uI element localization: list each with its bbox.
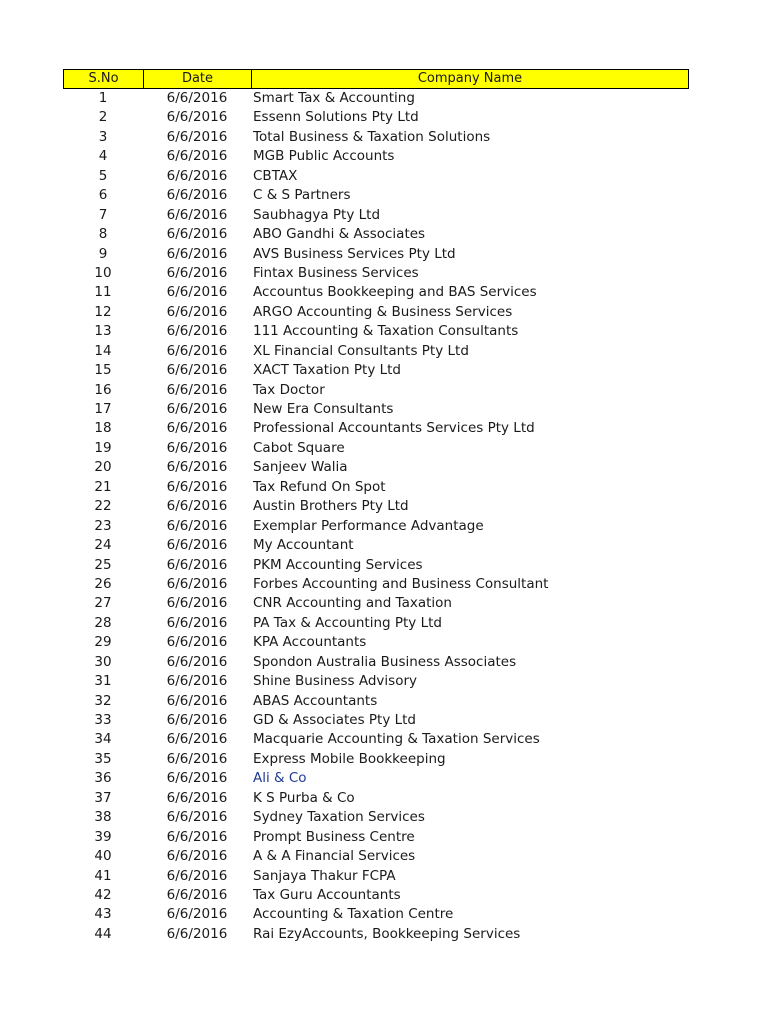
cell-company-name: Saubhagya Pty Ltd	[253, 206, 381, 223]
cell-company-name: Tax Guru Accountants	[253, 886, 401, 903]
cell-date: 6/6/2016	[166, 381, 228, 398]
table-row	[63, 147, 689, 166]
cell-company-name: Spondon Australia Business Associates	[253, 653, 517, 670]
cell-company-name: Tax Doctor	[253, 381, 325, 398]
cell-sno: 19	[94, 439, 112, 456]
cell-date: 6/6/2016	[166, 187, 228, 204]
cell-company-name: CBTAX	[253, 167, 298, 184]
cell-sno: 12	[94, 303, 112, 320]
cell-date: 6/6/2016	[166, 128, 228, 145]
cell-sno: 6	[98, 187, 108, 204]
cell-date: 6/6/2016	[166, 750, 228, 767]
cell-date: 6/6/2016	[166, 478, 228, 495]
cell-date: 6/6/2016	[166, 264, 228, 281]
cell-company-name: XL Financial Consultants Pty Ltd	[253, 342, 469, 359]
cell-company-name: K S Purba & Co	[253, 789, 355, 806]
cell-company-name: A & A Financial Services	[253, 848, 416, 865]
cell-sno: 24	[94, 537, 112, 554]
cell-company-name: Tax Refund On Spot	[253, 478, 386, 495]
cell-date: 6/6/2016	[166, 673, 228, 690]
table-row	[63, 594, 689, 613]
table-row	[63, 303, 689, 322]
cell-date: 6/6/2016	[166, 517, 228, 534]
cell-sno: 35	[94, 750, 112, 767]
cell-sno: 4	[98, 148, 108, 165]
table-row	[63, 672, 689, 691]
cell-date: 6/6/2016	[166, 498, 228, 515]
table-row	[63, 575, 689, 594]
table-row	[63, 361, 689, 380]
cell-company-name: Exemplar Performance Advantage	[253, 517, 484, 534]
cell-company-name: Rai EzyAccounts, Bookkeeping Services	[253, 925, 521, 942]
cell-sno: 30	[94, 653, 112, 670]
cell-company-name: ABO Gandhi & Associates	[253, 226, 426, 243]
cell-date: 6/6/2016	[166, 595, 228, 612]
cell-sno: 18	[94, 420, 112, 437]
cell-company-name: Austin Brothers Pty Ltd	[253, 498, 409, 515]
cell-sno: 41	[94, 867, 112, 884]
cell-date: 6/6/2016	[166, 925, 228, 942]
cell-company-name: Sanjaya Thakur FCPA	[253, 867, 396, 884]
cell-sno: 39	[94, 828, 112, 845]
cell-sno: 10	[94, 264, 112, 281]
header-company-name: Company Name	[417, 71, 523, 86]
cell-date: 6/6/2016	[166, 342, 228, 359]
table-row	[63, 167, 689, 186]
table-row	[63, 283, 689, 302]
cell-sno: 42	[94, 886, 112, 903]
cell-sno: 27	[94, 595, 112, 612]
cell-company-name: GD & Associates Pty Ltd	[253, 712, 416, 728]
cell-sno: 9	[98, 245, 108, 262]
cell-date: 6/6/2016	[166, 303, 228, 320]
cell-sno: 32	[94, 692, 112, 709]
table-row	[63, 458, 689, 477]
cell-company-name: Fintax Business Services	[253, 264, 419, 281]
cell-company-name: Sanjeev Walia	[253, 459, 348, 476]
cell-company-name: Macquarie Accounting & Taxation Services	[253, 731, 540, 748]
table-row	[63, 653, 689, 672]
cell-company-name: XACT Taxation Pty Ltd	[253, 362, 402, 379]
cell-company-name: Accountus Bookkeeping and BAS Services	[253, 284, 537, 301]
cell-sno: 13	[94, 323, 112, 340]
table-row	[63, 789, 689, 808]
cell-date: 6/6/2016	[166, 167, 228, 184]
cell-date: 6/6/2016	[166, 109, 228, 126]
cell-date: 6/6/2016	[166, 226, 228, 243]
cell-sno: 8	[98, 226, 108, 243]
cell-sno: 2	[98, 109, 108, 126]
cell-company-name: Express Mobile Bookkeeping	[253, 750, 446, 767]
cell-date: 6/6/2016	[166, 206, 228, 223]
cell-company-name: AVS Business Services Pty Ltd	[253, 245, 456, 262]
table-row	[63, 381, 689, 400]
cell-date: 6/6/2016	[166, 886, 228, 903]
table-row	[63, 322, 689, 341]
cell-sno: 14	[94, 342, 112, 359]
cell-sno: 17	[94, 401, 112, 417]
table-row	[63, 128, 689, 147]
cell-company-name: CNR Accounting and Taxation	[253, 595, 452, 612]
header-sno: S.No	[64, 70, 144, 88]
cell-sno: 23	[94, 517, 112, 534]
table-row	[63, 867, 689, 886]
cell-sno: 3	[98, 128, 108, 145]
cell-date: 6/6/2016	[166, 614, 228, 631]
cell-sno: 7	[98, 206, 108, 223]
cell-date: 6/6/2016	[166, 653, 228, 670]
table-row	[63, 536, 689, 555]
table-row	[63, 186, 689, 205]
company-table	[63, 69, 689, 944]
cell-date: 6/6/2016	[166, 789, 228, 806]
table-row	[63, 692, 689, 711]
cell-company-name: Sydney Taxation Services	[253, 809, 425, 826]
table-row	[63, 886, 689, 905]
cell-sno: 11	[94, 284, 112, 301]
cell-sno: 5	[98, 167, 108, 184]
cell-date: 6/6/2016	[166, 323, 228, 340]
cell-company-name: PA Tax & Accounting Pty Ltd	[253, 614, 442, 631]
table-header	[63, 69, 689, 89]
cell-company-name: C & S Partners	[253, 187, 351, 204]
cell-sno: 38	[94, 809, 112, 826]
cell-sno: 36	[94, 770, 112, 787]
table-row	[63, 497, 689, 516]
cell-company-name: New Era Consultants	[253, 401, 394, 417]
cell-sno: 1	[98, 90, 108, 106]
cell-company-name: Professional Accountants Services Pty Ltd	[253, 420, 535, 437]
table-row	[63, 89, 689, 108]
cell-date: 6/6/2016	[166, 692, 228, 709]
cell-company-name: Forbes Accounting and Business Consultant	[253, 575, 549, 592]
cell-date: 6/6/2016	[166, 634, 228, 651]
table-row	[63, 400, 689, 419]
cell-date: 6/6/2016	[166, 537, 228, 554]
cell-sno: 25	[94, 556, 112, 573]
cell-sno: 26	[94, 575, 112, 592]
cell-sno: 16	[94, 381, 112, 398]
table-row	[63, 517, 689, 536]
cell-company-name: ABAS Accountants	[253, 692, 378, 709]
cell-date: 6/6/2016	[166, 712, 228, 728]
cell-sno: 33	[94, 712, 112, 728]
table-row	[63, 419, 689, 438]
table-row	[63, 925, 689, 944]
cell-sno: 44	[94, 925, 112, 942]
cell-company-name: Essenn Solutions Pty Ltd	[253, 109, 419, 126]
table-row	[63, 478, 689, 497]
table-row	[63, 847, 689, 866]
cell-date: 6/6/2016	[166, 770, 228, 787]
cell-date: 6/6/2016	[166, 556, 228, 573]
cell-sno: 40	[94, 848, 112, 865]
cell-date: 6/6/2016	[166, 575, 228, 592]
table-row	[63, 750, 689, 769]
cell-company-name: Shine Business Advisory	[253, 673, 417, 690]
cell-date: 6/6/2016	[166, 245, 228, 262]
cell-sno: 37	[94, 789, 112, 806]
cell-date: 6/6/2016	[166, 284, 228, 301]
table-row	[63, 905, 689, 924]
table-row	[63, 206, 689, 225]
cell-company-name: 111 Accounting & Taxation Consultants	[253, 323, 519, 340]
table-row	[63, 556, 689, 575]
table-row	[63, 245, 689, 264]
cell-sno: 28	[94, 614, 112, 631]
table-row	[63, 828, 689, 847]
table-row	[63, 439, 689, 458]
cell-company-name: Smart Tax & Accounting	[253, 90, 415, 106]
cell-company-name: MGB Public Accounts	[253, 148, 395, 165]
cell-date: 6/6/2016	[166, 867, 228, 884]
cell-sno: 21	[94, 478, 112, 495]
cell-company-name: PKM Accounting Services	[253, 556, 423, 573]
cell-date: 6/6/2016	[166, 148, 228, 165]
cell-sno: 43	[94, 906, 112, 923]
cell-company-name: ARGO Accounting & Business Services	[253, 303, 513, 320]
cell-sno: 29	[94, 634, 112, 651]
cell-sno: 34	[94, 731, 112, 748]
table-row	[63, 808, 689, 827]
cell-sno: 22	[94, 498, 112, 515]
cell-date: 6/6/2016	[166, 848, 228, 865]
cell-company-name: My Accountant	[253, 537, 354, 554]
cell-sno: 31	[94, 673, 112, 690]
table-row	[63, 730, 689, 749]
table-row	[63, 342, 689, 361]
table-row	[63, 108, 689, 127]
cell-date: 6/6/2016	[166, 362, 228, 379]
table-row	[63, 769, 689, 788]
table-row	[63, 264, 689, 283]
cell-date: 6/6/2016	[166, 90, 228, 106]
cell-date: 6/6/2016	[166, 401, 228, 417]
table-row	[63, 633, 689, 652]
cell-date: 6/6/2016	[166, 828, 228, 845]
cell-date: 6/6/2016	[166, 420, 228, 437]
cell-date: 6/6/2016	[166, 731, 228, 748]
cell-company-name: Cabot Square	[253, 439, 345, 456]
cell-company-name: Total Business & Taxation Solutions	[253, 128, 491, 145]
cell-sno: 15	[94, 362, 112, 379]
cell-company-name: KPA Accountants	[253, 634, 367, 651]
table-body	[63, 89, 689, 944]
cell-date: 6/6/2016	[166, 439, 228, 456]
table-row	[63, 614, 689, 633]
header-date: Date	[144, 70, 252, 88]
cell-sno: 20	[94, 459, 112, 476]
table-row	[63, 711, 689, 730]
cell-date: 6/6/2016	[166, 906, 228, 923]
cell-date: 6/6/2016	[166, 459, 228, 476]
cell-company-name: Prompt Business Centre	[253, 828, 415, 845]
company-link[interactable]: Ali & Co	[253, 770, 307, 787]
cell-company-name: Accounting & Taxation Centre	[253, 906, 454, 923]
table-row	[63, 225, 689, 244]
cell-date: 6/6/2016	[166, 809, 228, 826]
